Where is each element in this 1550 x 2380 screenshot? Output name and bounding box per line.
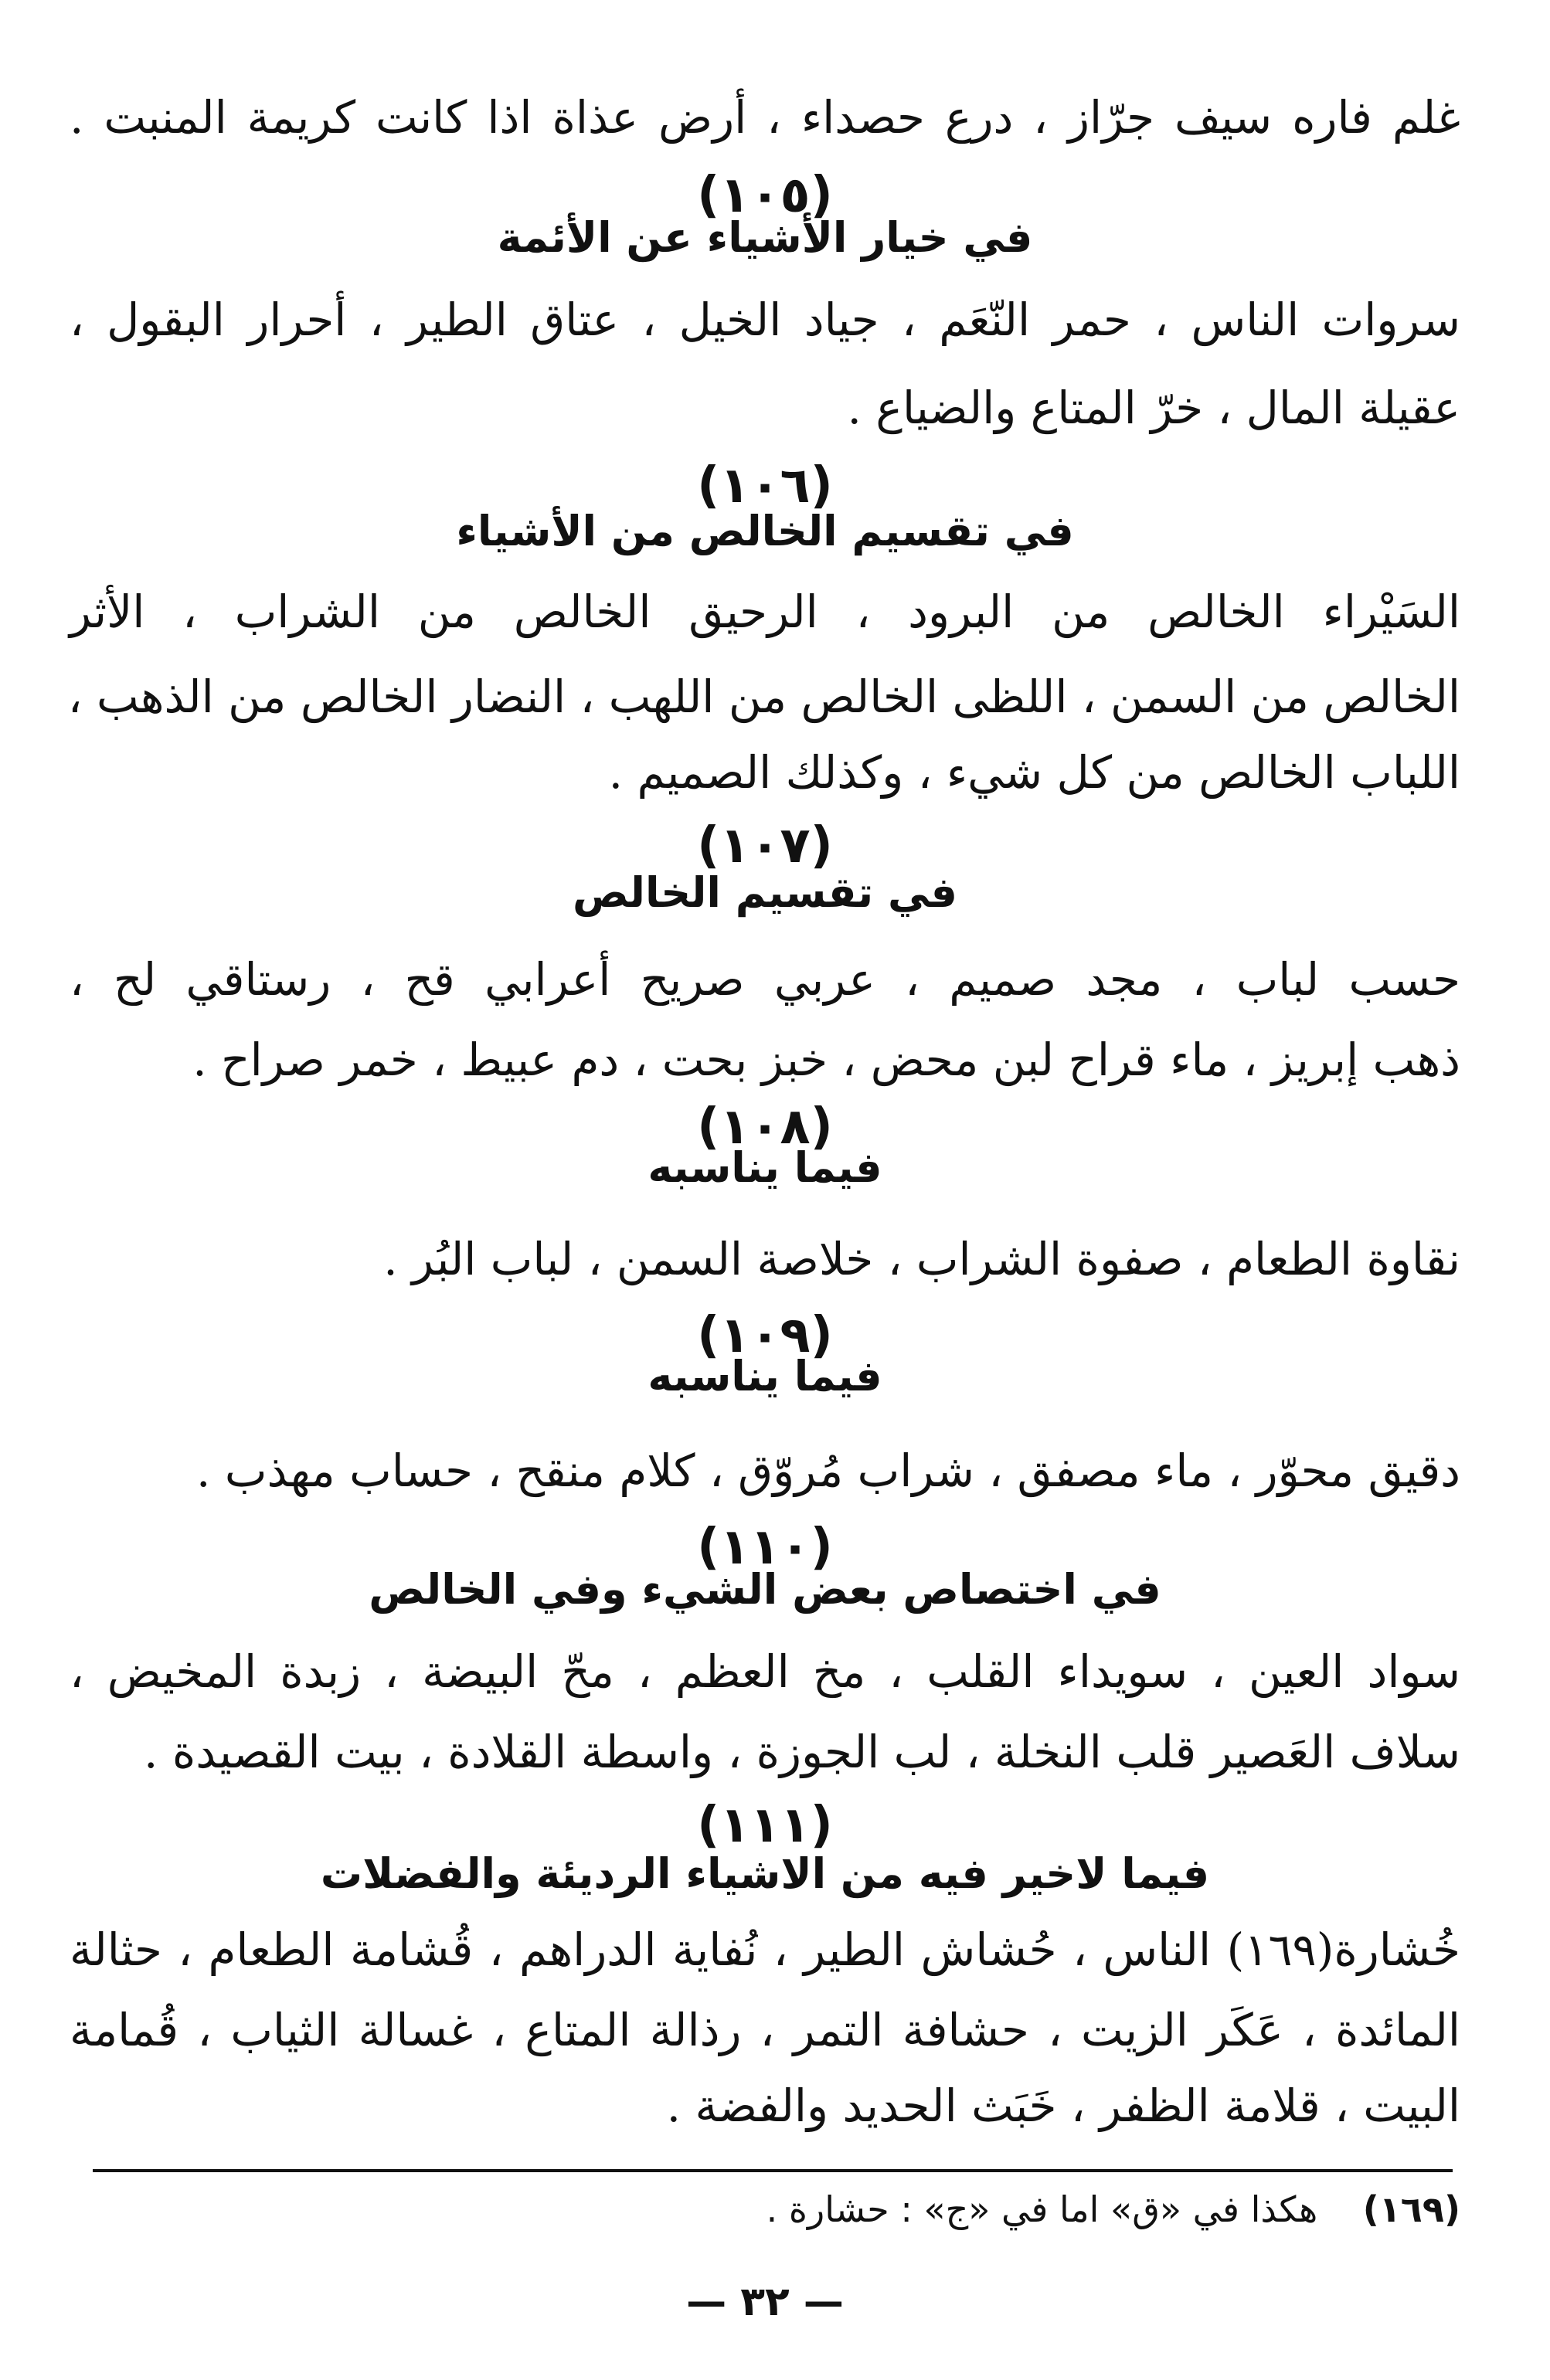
- text-line: دقيق محوّر ، ماء مصفق ، شراب مُروّق ، كلام منقح ، حساب مهذب .: [195, 1445, 1460, 1497]
- section-number: (١٠٥): [697, 167, 833, 224]
- page-number: — ٣٢ —: [686, 2279, 844, 2325]
- footnote: [70, 2182, 1460, 2236]
- book-page: [67, 85, 1460, 2325]
- section-number: (١١٠): [697, 1519, 833, 1576]
- section-heading: في تقسيم الخالص من الأشياء: [456, 507, 1074, 555]
- section-heading: في تقسيم الخالص: [573, 868, 957, 917]
- text-line: السَيْراء الخالص من البرود ، الرحيق الخالص من الشراب ، الأثر: [70, 586, 1460, 638]
- footnote-divider: [93, 2169, 1453, 2172]
- text-line: الخالص من السمن ، اللظى الخالص من اللهب ، النضار الخالص من الذهب ،: [67, 671, 1460, 723]
- section-number: (١١١): [697, 1797, 833, 1854]
- section-heading: فيما يناسبه: [648, 1352, 882, 1400]
- section-heading: في اختصاص بعض الشيء وفي الخالص: [369, 1565, 1161, 1614]
- section-number: (١٠٦): [697, 457, 833, 514]
- footnote-mark: (١٦٩): [1362, 2188, 1460, 2230]
- section-heading: في خيار الأشياء عن الأئمة: [497, 213, 1033, 262]
- section-number: (١٠٨): [697, 1098, 833, 1156]
- text-line: سلاف العَصير قلب النخلة ، لب الجوزة ، واسطة القلادة ، بيت القصيدة .: [144, 1726, 1460, 1778]
- text-line: سروات الناس ، حمر النّعَم ، جياد الخيل ، عتاق الطير ، أحرار البقول ،: [70, 294, 1460, 346]
- section-number: (١٠٩): [697, 1307, 833, 1364]
- text-line: المائدة ، عَكَر الزيت ، حشافة التمر ، رذالة المتاع ، غسالة الثياب ، قُمامة: [70, 2004, 1460, 2056]
- text-line: عقيلة المال ، خرّ المتاع والضياع .: [847, 382, 1460, 434]
- text-line: البيت ، قلامة الظفر ، خَبَث الحديد والفضة .: [666, 2080, 1460, 2132]
- section-number: (١٠٧): [697, 817, 833, 874]
- footnote-text: هكذا في «ق» اما في «ج» : حشارة .: [766, 2188, 1318, 2230]
- text-line: غلم فاره سيف جرّاز ، درع حصداء ، أرض عذاة اذا كانت كريمة المنبت .: [70, 91, 1460, 144]
- section-heading: فيما يناسبه: [648, 1143, 882, 1192]
- text-line: اللباب الخالص من كل شيء ، وكذلك الصميم .: [608, 746, 1460, 799]
- text-line: نقاوة الطعام ، صفوة الشراب ، خلاصة السمن ، لباب البُر .: [383, 1233, 1460, 1285]
- section-heading: فيما لاخير فيه من الاشياء الرديئة والفضلات: [320, 1849, 1210, 1898]
- text-line: خُشارة(١٦٩) الناس ، حُشاش الطير ، نُفاية الدراهم ، قُشامة الطعام ، حثالة: [70, 1923, 1460, 1976]
- text-line: ذهب إبريز ، ماء قراح لبن محض ، خبز بحت ، دم عبيط ، خمر صراح .: [192, 1034, 1460, 1086]
- text-line: حسب لباب ، مجد صميم ، عربي صريح أعرابي قح ، رستاقي لح ،: [70, 953, 1460, 1006]
- text-line: سواد العين ، سويداء القلب ، مخ العظم ، محّ البيضة ، زبدة المخيض ،: [70, 1645, 1460, 1698]
